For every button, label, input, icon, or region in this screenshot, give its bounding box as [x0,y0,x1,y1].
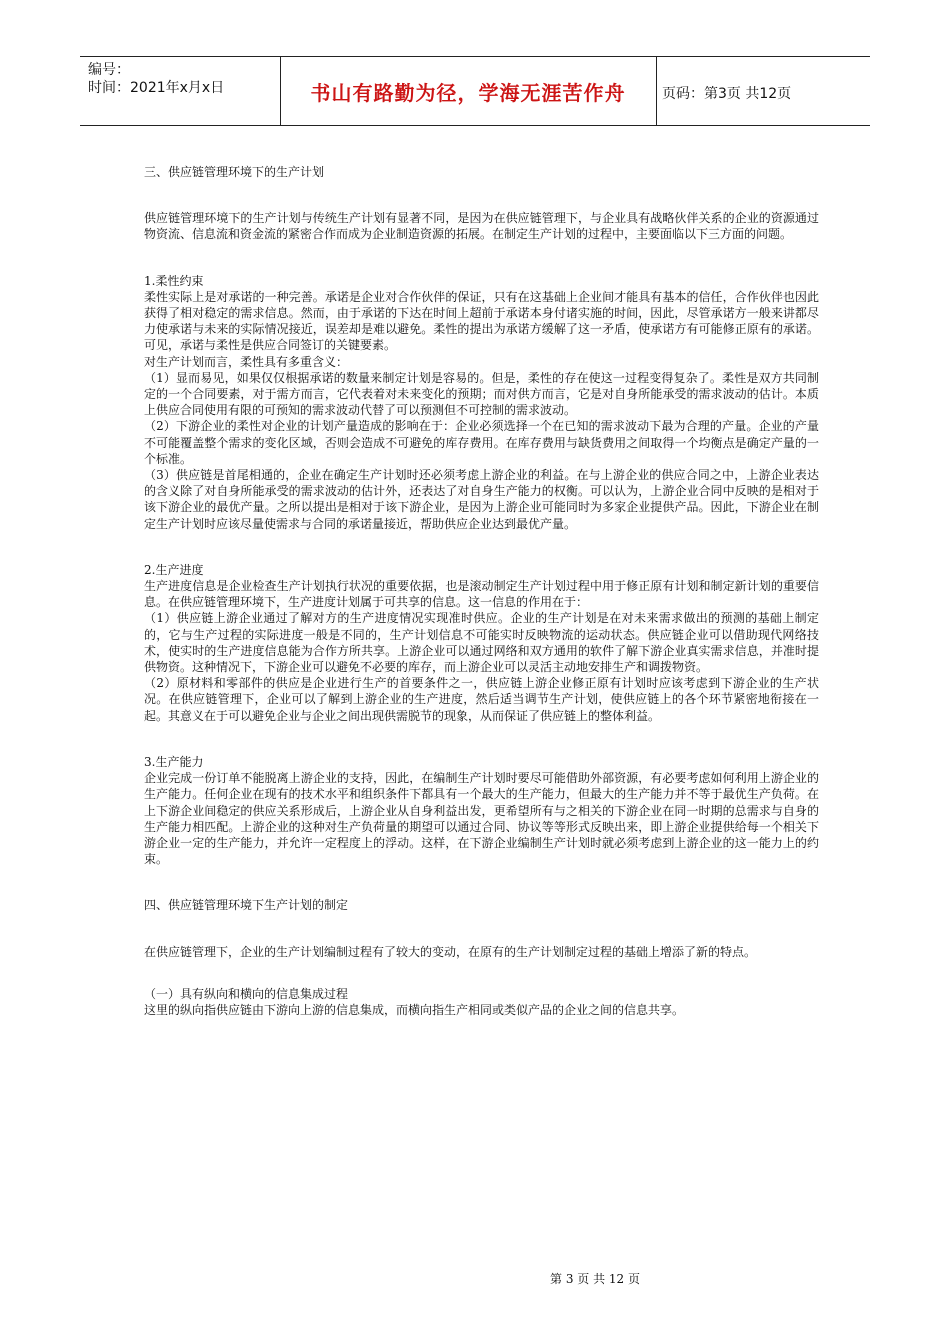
subsection-heading: 2.生产进度 [144,562,204,577]
section-heading: 四、供应链管理环境下生产计划的制定 [144,898,349,913]
paragraph: 在供应链管理下，企业的生产计划编制过程有了较大的变动，在原有的生产计划制定过程的基础上增添了新的特点。 [144,944,757,959]
header-motto: 书山有路勤为径，学海无涯苦作舟 [310,81,626,105]
paragraph: 供应链管理环境下的生产计划与传统生产计划有显著不同，是因为在供应链管理下，与企业具有战略伙伴关系的企业的资源通过物资流、信息流和资金流的紧密合作而成为企业制造资源的拓展。在制定生产计划的过程中，主要面临以下三方面的问题。 [144,211,819,242]
header-divider [656,57,657,125]
list-item: （2）原材料和零部件的供应是企业进行生产的首要条件之一，供应链上游企业修正原有计划时应该考虑到下游企业的生产状况。在供应链管理下，企业可以了解到上游企业的生产进度，然后适当调节生产计划，使供应链上的各个环节紧密地衔接在一起。其意义在于可以避免企业与企业之间出现供需脱节的现象，从而保证了供应链上的整体利益。 [144,676,819,723]
subsection-heading: 3.生产能力 [144,754,204,769]
list-item: （3）供应链是首尾相通的，企业在确定生产计划时还必须考虑上游企业的利益。在与上游企业的供应合同之中，上游企业表达的含义除了对自身所能承受的需求波动的估计外，还表达了对自身生产能力的权衡。可以认为，上游企业合同中反映的是相对于该下游企业的最优产量。之所以提出是相对于该下游企业，是因为上游企业可能同时为多家企业提供产品。因此，下游企业在制定生产计划时应该尽量使需求与合同的承诺量接近，帮助供应企业达到最优产量。 [144,468,819,531]
section-heading: 三、供应链管理环境下的生产计划 [144,165,325,179]
header-page-label: 页码：第3页 共12页 [662,86,792,102]
header-divider [280,57,281,125]
list-item: （1）显而易见，如果仅仅根据承诺的数量来制定计划是容易的。但是，柔性的存在使这一过程变得复杂了。柔性是双方共同制定的一个合同要素，对于需方而言，它代表着对未来变化的预期；而对供方而言，它是对自身所能承受的需求波动的估计。本质上供应合同使用有限的可预知的需求波动代替了可以预测但不可控制的需求波动。 [144,370,819,418]
paragraph: 生产进度信息是企业检查生产计划执行状况的重要依据，也是滚动制定生产计划过程中用于修正原有计划和制定新计划的重要信息。在供应链管理环境下，生产进度计划属于可共享的信息。这一信息的作用在于： [144,579,819,610]
time-label: 时间：2021年x月x日 [88,80,225,96]
subsection-heading: 1.柔性约束 [144,273,204,288]
serial-label: 编号： [88,62,130,78]
page-footer: 第 3 页 共 12 页 [550,1272,640,1286]
paragraph: 企业完成一份订单不能脱离上游企业的支持，因此，在编制生产计划时要尽可能借助外部资源，有必要考虑如何利用上游企业的生产能力。任何企业在现有的技术水平和组织条件下都具有一个最大的生产能力，但最大的生产能力并不等于最优生产负荷。在上下游企业间稳定的供应关系形成后，上游企业从自身利益出发，更希望所有与之相关的下游企业在同一时期的总需求与自身的生产能力相匹配。上游企业的这种对生产负荷量的期望可以通过合同、协议等等形式反映出来，即上游企业提供给每一个相关下游企业一定的生产能力，并允许一定程度上的浮动。这样，在下游企业编制生产计划时就必须考虑到上游企业的这一能力上的约束。 [144,771,819,867]
paragraph: 对生产计划而言，柔性具有多重含义： [144,354,349,369]
subsection-heading: （一）具有纵向和横向的信息集成过程 [144,986,349,1001]
list-item: （1）供应链上游企业通过了解对方的生产进度情况实现准时供应。企业的生产计划是在对未来需求做出的预测的基础上制定的，它与生产过程的实际进度一般是不同的，生产计划信息不可能实时反映物流的运动状态。供应链企业可以借助现代网络技术，使实时的生产进度信息能为合作方所共享。上游企业可以通过网络和双方通用的软件了解下游企业真实需求信息，并准时提供物资。这种情况下，下游企业可以避免不必要的库存，而上游企业可以灵活主动地安排生产和调拨物资。 [144,611,819,675]
page-header [80,56,870,126]
document-body [144,164,819,1018]
paragraph: 柔性实际上是对承诺的一种完善。承诺是企业对合作伙伴的保证，只有在这基础上企业间才能具有基本的信任，合作伙伴也因此获得了相对稳定的需求信息。然而，由于承诺的下达在时间上超前于承诺本身付诸实施的时间，因此，尽管承诺方一般来讲都尽力使承诺与未来的实际情况接近，误差却是难以避免。柔性的提出为承诺方缓解了这一矛盾，使承诺方有可能修正原有的承诺。可见，承诺与柔性是供应合同签订的关键要素。 [144,289,819,353]
list-item: （2）下游企业的柔性对企业的计划产量造成的影响在于：企业必须选择一个在已知的需求波动下最为合理的产量。企业的产量不可能覆盖整个需求的变化区域，否则会造成不可避免的库存费用。在库存费用与缺货费用之间取得一个均衡点是确定产量的一个标准。 [144,419,819,466]
header-meta [88,61,224,97]
paragraph: 这里的纵向指供应链由下游向上游的信息集成，而横向指生产相同或类似产品的企业之间的信息共享。 [144,1002,685,1017]
